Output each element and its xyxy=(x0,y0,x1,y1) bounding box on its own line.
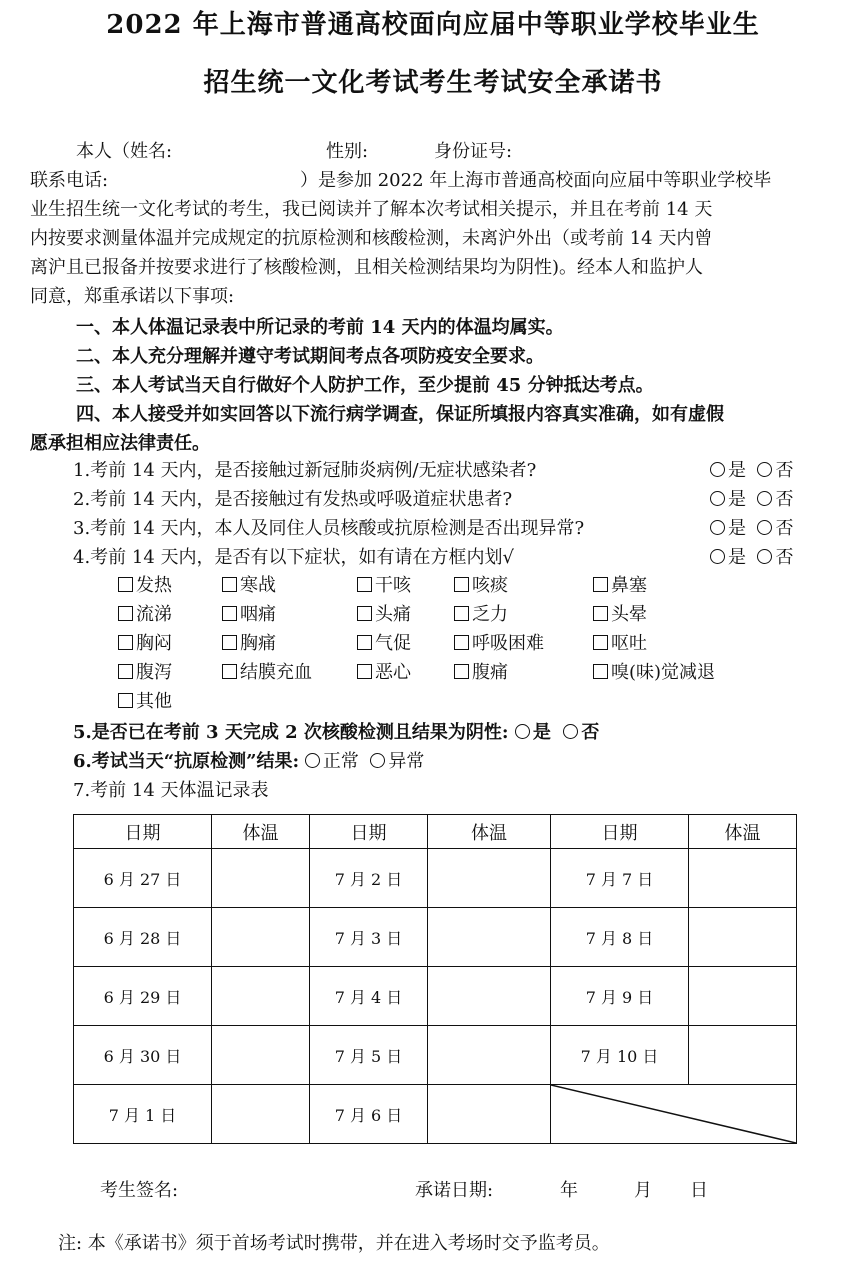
date-cell: 7 月 3 日 xyxy=(310,908,428,967)
temperature-input-cell[interactable] xyxy=(428,1026,551,1085)
option-no: 否 xyxy=(775,489,794,510)
pledge-2: 二、本人充分理解并遵守考试期间考点各项防疫安全要求。 xyxy=(76,346,544,367)
checkbox-icon[interactable] xyxy=(454,577,469,592)
symptom-item[interactable] xyxy=(222,658,312,684)
date-header: 日期 xyxy=(551,815,689,849)
intro-line4: 内按要求测量体温并完成规定的抗原检测和核酸检测，未离沪外出（或考前 14 天内曾 xyxy=(30,228,713,249)
symptom-label: 呕吐 xyxy=(611,633,647,654)
symptom-label: 其他 xyxy=(136,691,172,712)
table-row xyxy=(74,1026,797,1085)
intro-line6: 同意，郑重承诺以下事项: xyxy=(30,286,235,307)
question-5-text: 5.是否已在考前 3 天完成 2 次核酸检测且结果为阴性: xyxy=(73,722,509,743)
temp-header: 体温 xyxy=(689,815,797,849)
question-1: 1.考前 14 天内，是否接触过新冠肺炎病例/无症状感染者? xyxy=(73,460,537,481)
checkbox-icon[interactable] xyxy=(222,635,237,650)
date-cell: 7 月 9 日 xyxy=(551,967,689,1026)
checkbox-icon[interactable] xyxy=(118,664,133,679)
date-cell: 7 月 2 日 xyxy=(310,849,428,908)
option-yes: 是 xyxy=(728,489,746,510)
date-cell: 7 月 1 日 xyxy=(74,1085,212,1144)
date-cell: 7 月 4 日 xyxy=(310,967,428,1026)
symptom-label: 鼻塞 xyxy=(611,575,647,596)
q5-option-no: 否 xyxy=(581,722,600,743)
radio-circle-icon[interactable] xyxy=(757,462,772,477)
pledge-4-line1: 四、本人接受并如实回答以下流行病学调查，保证所填报内容真实准确，如有虚假 xyxy=(76,404,724,425)
temperature-input-cell[interactable] xyxy=(428,967,551,1026)
table-row xyxy=(74,1085,797,1144)
pledge-4-line2: 愿承担相应法律责任。 xyxy=(30,433,210,454)
date-cell: 7 月 8 日 xyxy=(551,908,689,967)
symptom-item[interactable] xyxy=(222,571,276,597)
checkbox-icon[interactable] xyxy=(118,577,133,592)
question-3: 3.考前 14 天内，本人及同住人员核酸或抗原检测是否出现异常? xyxy=(73,518,585,539)
empty-slash-cell xyxy=(551,1085,797,1144)
q6-option-normal: 正常 xyxy=(322,751,359,772)
date-cell: 7 月 5 日 xyxy=(310,1026,428,1085)
question-6-text: 6.考试当天“抗原检测”结果: xyxy=(73,751,300,772)
symptom-label: 头晕 xyxy=(611,604,647,625)
symptom-item[interactable] xyxy=(357,629,411,655)
date-cell: 7 月 10 日 xyxy=(551,1026,689,1085)
symptom-item[interactable] xyxy=(454,629,544,655)
radio-circle-icon[interactable] xyxy=(710,520,725,535)
checkbox-icon[interactable] xyxy=(454,606,469,621)
temperature-input-cell[interactable] xyxy=(689,908,797,967)
checkbox-icon[interactable] xyxy=(222,577,237,592)
table-header-row xyxy=(74,815,797,849)
intro-line5: 离沪且已报备并按要求进行了核酸检测，且相关检测结果均为阴性)。经本人和监护人 xyxy=(30,257,704,278)
pledge-1: 一、本人体温记录表中所记录的考前 14 天内的体温均属实。 xyxy=(76,317,564,338)
symptom-label: 乏力 xyxy=(472,604,508,625)
option-no: 否 xyxy=(775,547,794,568)
checkbox-icon[interactable] xyxy=(118,635,133,650)
document-title-line1: 2022 年上海市普通高校面向应届中等职业学校毕业生 xyxy=(106,10,760,40)
temperature-input-cell[interactable] xyxy=(428,849,551,908)
radio-circle-icon[interactable] xyxy=(563,724,578,739)
question-3-options[interactable] xyxy=(710,514,793,540)
option-no: 否 xyxy=(775,518,794,539)
phone-label: 联系电话: xyxy=(30,170,109,191)
checkbox-icon[interactable] xyxy=(454,664,469,679)
q5-option-yes: 是 xyxy=(532,722,551,743)
temperature-input-cell[interactable] xyxy=(212,1085,310,1144)
symptom-item[interactable] xyxy=(593,600,647,626)
date-header: 日期 xyxy=(74,815,212,849)
name-label: 本人（姓名: xyxy=(76,141,173,162)
radio-circle-icon[interactable] xyxy=(710,491,725,506)
question-1-options[interactable] xyxy=(710,456,793,482)
symptom-label: 呼吸困难 xyxy=(472,633,544,654)
symptom-label: 腹泻 xyxy=(136,662,172,683)
checkbox-icon[interactable] xyxy=(357,577,372,592)
intro-line2: ）是参加 2022 年上海市普通高校面向应届中等职业学校毕 xyxy=(300,170,772,191)
checkbox-icon[interactable] xyxy=(222,664,237,679)
symptom-label: 发热 xyxy=(136,575,172,596)
symptom-label: 胸闷 xyxy=(136,633,172,654)
question-6 xyxy=(73,747,424,773)
symptom-label: 流涕 xyxy=(136,604,172,625)
temperature-input-cell[interactable] xyxy=(428,908,551,967)
symptom-item[interactable] xyxy=(357,600,411,626)
q6-option-abnormal: 异常 xyxy=(388,751,425,772)
question-7: 7.考前 14 天体温记录表 xyxy=(73,780,269,801)
diagonal-slash-icon xyxy=(551,1085,796,1143)
symptom-item[interactable] xyxy=(357,571,411,597)
question-5 xyxy=(73,718,599,744)
radio-circle-icon[interactable] xyxy=(515,724,530,739)
checkbox-icon[interactable] xyxy=(593,606,608,621)
symptom-item[interactable] xyxy=(593,629,647,655)
radio-circle-icon[interactable] xyxy=(710,549,725,564)
symptom-item[interactable] xyxy=(454,600,508,626)
symptom-item[interactable] xyxy=(118,658,172,684)
date-cell: 7 月 7 日 xyxy=(551,849,689,908)
id-number-label: 身份证号: xyxy=(434,141,513,162)
date-cell: 6 月 29 日 xyxy=(74,967,212,1026)
radio-circle-icon[interactable] xyxy=(757,549,772,564)
symptom-item[interactable] xyxy=(593,571,647,597)
gender-label: 性别: xyxy=(326,141,369,162)
date-cell: 6 月 28 日 xyxy=(74,908,212,967)
symptom-label: 胸痛 xyxy=(240,633,276,654)
temp-header: 体温 xyxy=(428,815,551,849)
symptom-item[interactable] xyxy=(118,629,172,655)
temperature-input-cell[interactable] xyxy=(212,1026,310,1085)
checkbox-icon[interactable] xyxy=(118,693,133,708)
table-row xyxy=(74,967,797,1026)
temperature-input-cell[interactable] xyxy=(212,849,310,908)
symptom-label: 咽痛 xyxy=(240,604,276,625)
radio-circle-icon[interactable] xyxy=(757,491,772,506)
symptom-label: 腹痛 xyxy=(472,662,508,683)
temperature-input-cell[interactable] xyxy=(212,967,310,1026)
option-no: 否 xyxy=(775,460,794,481)
checkbox-icon[interactable] xyxy=(593,664,608,679)
symptom-item[interactable] xyxy=(118,687,172,713)
option-yes: 是 xyxy=(728,460,746,481)
temperature-record-table xyxy=(73,814,797,1144)
table-row xyxy=(74,849,797,908)
option-yes: 是 xyxy=(728,518,746,539)
symptom-item[interactable] xyxy=(222,629,276,655)
pledge-3: 三、本人考试当天自行做好个人防护工作，至少提前 45 分钟抵达考点。 xyxy=(76,375,654,396)
date-header: 日期 xyxy=(310,815,428,849)
date-cell: 6 月 27 日 xyxy=(74,849,212,908)
checkbox-icon[interactable] xyxy=(593,635,608,650)
intro-line3: 业生招生统一文化考试的考生，我已阅读并了解本次考试相关提示，并且在考前 14 天 xyxy=(30,199,713,220)
document-title-line2: 招生统一文化考试考生考试安全承诺书 xyxy=(203,68,663,98)
symptom-label: 结膜充血 xyxy=(240,662,312,683)
table-row xyxy=(74,908,797,967)
temperature-input-cell[interactable] xyxy=(689,967,797,1026)
temperature-input-cell[interactable] xyxy=(428,1085,551,1144)
symptom-label: 气促 xyxy=(375,633,411,654)
question-2: 2.考前 14 天内，是否接触过有发热或呼吸道症状患者? xyxy=(73,489,513,510)
checkbox-icon[interactable] xyxy=(454,635,469,650)
symptom-label: 嗅(味)觉减退 xyxy=(611,662,716,683)
radio-circle-icon[interactable] xyxy=(305,753,320,768)
radio-circle-icon[interactable] xyxy=(370,753,385,768)
temperature-input-cell[interactable] xyxy=(689,849,797,908)
symptom-label: 咳痰 xyxy=(472,575,508,596)
checkbox-icon[interactable] xyxy=(357,664,372,679)
temp-header: 体温 xyxy=(212,815,310,849)
question-4-options[interactable] xyxy=(710,543,793,569)
symptom-label: 恶心 xyxy=(375,662,411,683)
symptom-item[interactable] xyxy=(454,571,508,597)
symptom-label: 寒战 xyxy=(240,575,276,596)
checkbox-icon[interactable] xyxy=(357,606,372,621)
checkbox-icon[interactable] xyxy=(357,635,372,650)
year-label: 年 xyxy=(560,1180,578,1201)
date-cell: 7 月 6 日 xyxy=(310,1085,428,1144)
footnote: 注: 本《承诺书》须于首场考试时携带，并在进入考场时交予监考员。 xyxy=(58,1233,610,1254)
option-yes: 是 xyxy=(728,547,746,568)
pledge-date-label: 承诺日期: xyxy=(415,1180,494,1201)
radio-circle-icon[interactable] xyxy=(710,462,725,477)
month-label: 月 xyxy=(634,1180,652,1201)
checkbox-icon[interactable] xyxy=(118,606,133,621)
symptom-item[interactable] xyxy=(222,600,276,626)
question-2-options[interactable] xyxy=(710,485,793,511)
temperature-input-cell[interactable] xyxy=(212,908,310,967)
checkbox-icon[interactable] xyxy=(593,577,608,592)
date-cell: 6 月 30 日 xyxy=(74,1026,212,1085)
symptom-item[interactable] xyxy=(118,600,172,626)
question-4: 4.考前 14 天内，是否有以下症状，如有请在方框内划√ xyxy=(73,547,514,568)
checkbox-icon[interactable] xyxy=(222,606,237,621)
radio-circle-icon[interactable] xyxy=(757,520,772,535)
symptom-label: 干咳 xyxy=(375,575,411,596)
symptom-label: 头痛 xyxy=(375,604,411,625)
symptom-item[interactable] xyxy=(454,658,508,684)
signature-label: 考生签名: xyxy=(100,1180,179,1201)
symptom-item[interactable] xyxy=(593,658,715,684)
temperature-input-cell[interactable] xyxy=(689,1026,797,1085)
symptom-item[interactable] xyxy=(357,658,411,684)
day-label: 日 xyxy=(690,1180,708,1201)
symptom-item[interactable] xyxy=(118,571,172,597)
